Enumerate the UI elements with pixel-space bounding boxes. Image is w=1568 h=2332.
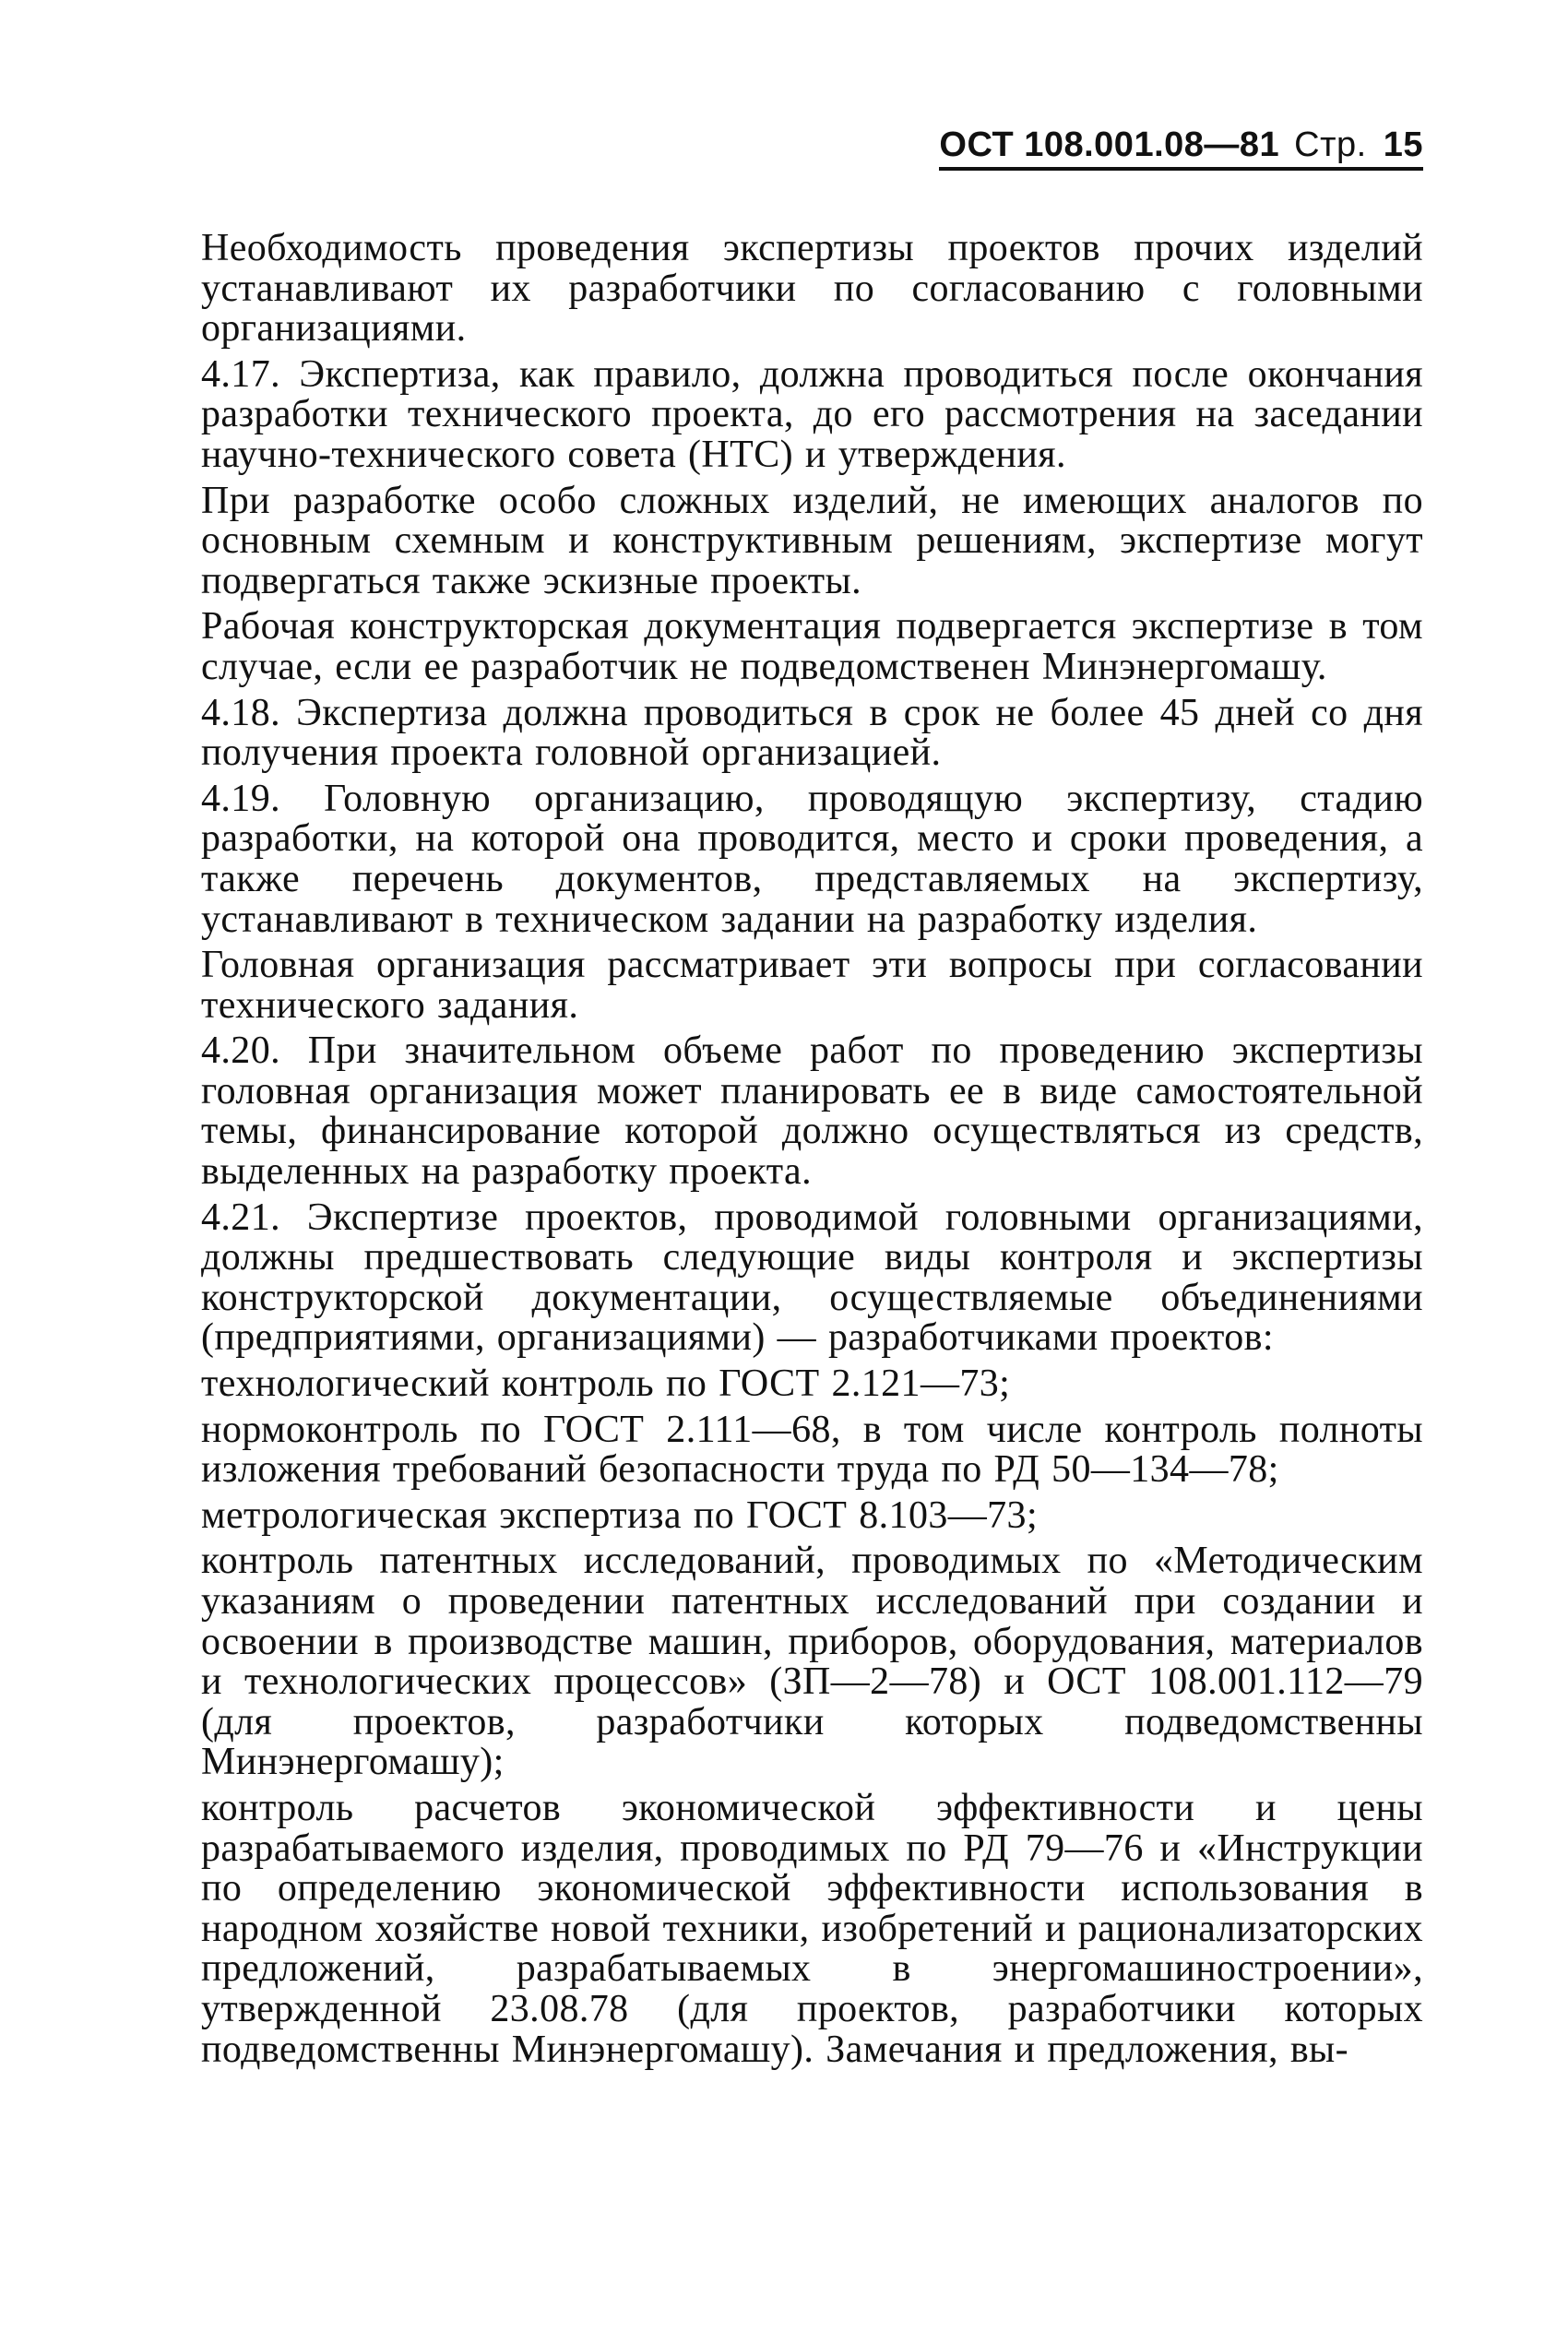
standard-code: ОСТ 108.001.08—81 xyxy=(939,125,1280,164)
clause-4-19: 4.19. Головную организацию, проводящую экспертизу, стадию разработки, на которой она проводится, место и сроки проведения, а также перечень документов, представляемых на экспертизу, устанавливают в техническом задании на разработку изделия. xyxy=(201,777,1423,941)
clause-4-17: 4.17. Экспертиза, как правило, должна проводиться после окончания разработки технического проекта, до его рассмотрения на заседании научно-технического совета (НТС) и утверждения. xyxy=(201,352,1423,476)
page-header xyxy=(939,125,1423,171)
page-label: Стр. xyxy=(1294,125,1367,164)
paragraph: Головная организация рассматривает эти вопросы при согласовании технического задания. xyxy=(201,944,1423,1027)
list-item: технологический контроль по ГОСТ 2.121—73; xyxy=(201,1362,1011,1406)
paragraph: Рабочая конструкторская документация подвергается экспертизе в том случае, если ее разработчик не подведомственен Минэнергомашу. xyxy=(201,605,1423,688)
clause-4-20: 4.20. При значительном объеме работ по проведению экспертизы головная организация может планировать ее в виде самостоятельной темы, финансирование которой должно осуществляться из средств, выделенных на разработку проекта. xyxy=(201,1029,1423,1194)
clause-4-18: 4.18. Экспертиза должна проводиться в срок не более 45 дней со дня получения проекта головной организацией. xyxy=(201,691,1423,775)
list-item: контроль патентных исследований, проводимых по «Методическим указаниям о проведении патентных исследований при создании и освоении в производстве машин, приборов, оборудования, материалов и технологических процессов» (ЗП—2—78) и ОСТ 108.001.112—79 (для проектов, разработчики которых подведомственны Минэнергомашу); xyxy=(201,1540,1423,1784)
clause-4-21: 4.21. Экспертизе проектов, проводимой головными организациями, должны предшествовать следующие виды контроля и экспертизы конструкторской документации, осуществляемые объединениями (предприятиями, организациями) — разработчиками проектов: xyxy=(201,1196,1423,1360)
paragraph: При разработке особо сложных изделий, не имеющих аналогов по основным схемным и конструктивным решениям, экспертизе могут подвергаться также эскизные проекты. xyxy=(201,479,1423,602)
list-item: метрологическая экспертиза по ГОСТ 8.103—73; xyxy=(201,1493,1039,1537)
paragraph: Необходимость проведения экспертизы проектов прочих изделий устанавливают их разработчики по согласованию с головными организациями. xyxy=(201,227,1423,351)
body-text xyxy=(201,229,1423,2076)
list-item: нормоконтроль по ГОСТ 2.111—68, в том числе контроль полноты изложения требований безопасности труда по РД 50—134—78; xyxy=(201,1408,1423,1492)
list-item: контроль расчетов экономической эффективности и цены разрабатываемого изделия, проводимых по РД 79—76 и «Инструкции по определению экономической эффективности использования в народном хозяйстве новой техники, изобретений и рационализаторских предложений, разрабатываемых в энергомашиностроении», утвержденной 23.08.78 (для проектов, разработчики которых подведомственны Минэнергомашу). Замечания и предложения, вы- xyxy=(201,1786,1423,2071)
document-page xyxy=(201,109,1423,2286)
page-number: 15 xyxy=(1383,125,1423,164)
